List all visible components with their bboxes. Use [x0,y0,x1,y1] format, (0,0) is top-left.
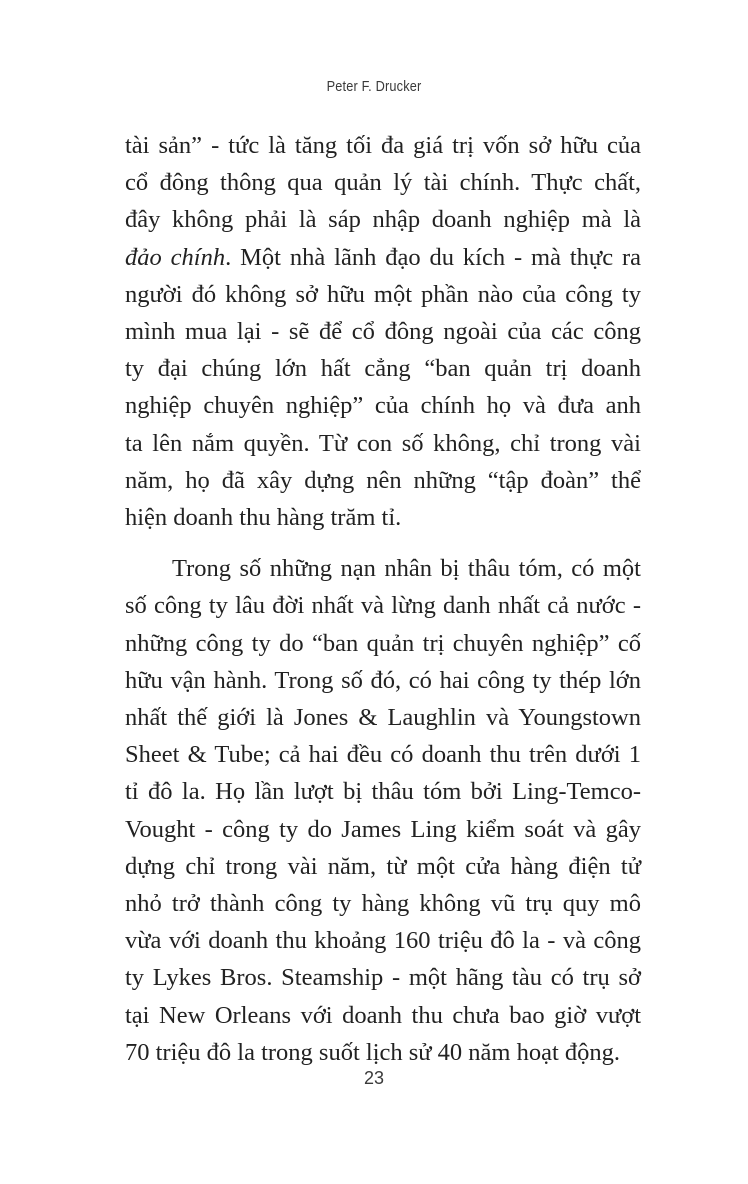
text-line: số công ty lâu đời nhất và lừng danh nhất cả nước - [125,592,641,620]
text-line-rest: . Một nhà lãnh đạo du kích - mà thực ra [225,243,641,271]
text-line: mình mua lại - sẽ để cổ đông ngoài của các công [125,318,641,346]
text-line: 70 triệu đô la trong suốt lịch sử 40 năm hoạt động. [125,1038,621,1066]
text-line: đây không phải là sáp nhập doanh nghiệp mà là [125,206,641,234]
body-text [125,127,641,1071]
text-line: cổ đông thông qua quản lý tài chính. Thực chất, [125,169,641,197]
text-line: những công ty do “ban quản trị chuyên nghiệp” cố [125,629,641,657]
page-number: 23 [363,1068,385,1088]
paragraph-gap [125,536,641,550]
text-line [125,239,641,276]
text-line: nhất thế giới là Jones & Laughlin và Youngstown [125,704,641,732]
text-line: năm, họ đã xây dựng nên những “tập đoàn” thể [125,466,641,494]
text-line: người đó không sở hữu một phần nào của công ty [125,280,641,308]
text-line: hiện doanh thu hàng trăm tỉ. [125,504,402,532]
running-head-author: Peter F. Drucker [326,78,422,95]
text-line: Vought - công ty do James Ling kiểm soát và gây [125,815,641,843]
text-line: dựng chỉ trong vài năm, từ một cửa hàng điện tử [125,852,641,880]
italic-phrase: đảo chính [125,243,226,271]
text-line: nhỏ trở thành công ty hàng không vũ trụ quy mô [125,890,641,918]
text-line: Sheet & Tube; cả hai đều có doanh thu trên dưới 1 [125,741,641,769]
text-line: tài sản” - tức là tăng tối đa giá trị vốn sở hữu của [125,132,641,159]
text-line: ty đại chúng lớn hất cẳng “ban quản trị doanh [125,355,641,383]
text-line: Trong số những nạn nhân bị thâu tóm, có một [172,555,641,583]
text-line: ty Lykes Bros. Steamship - một hãng tàu có trụ sở [125,964,641,992]
text-line: nghiệp chuyên nghiệp” của chính họ và đưa anh [125,392,641,420]
paragraph-2 [125,550,641,1071]
text-line: ta lên nắm quyền. Từ con số không, chỉ trong vài [125,429,641,457]
text-line: vừa với doanh thu khoảng 160 triệu đô la - và công [125,927,641,955]
text-line: hữu vận hành. Trong số đó, có hai công ty thép lớn [125,666,641,694]
paragraph-1 [125,127,641,536]
text-line: tỉ đô la. Họ lần lượt bị thâu tóm bởi Ling-Temco- [125,778,641,806]
text-line: tại New Orleans với doanh thu chưa bao giờ vượt [125,1001,641,1029]
